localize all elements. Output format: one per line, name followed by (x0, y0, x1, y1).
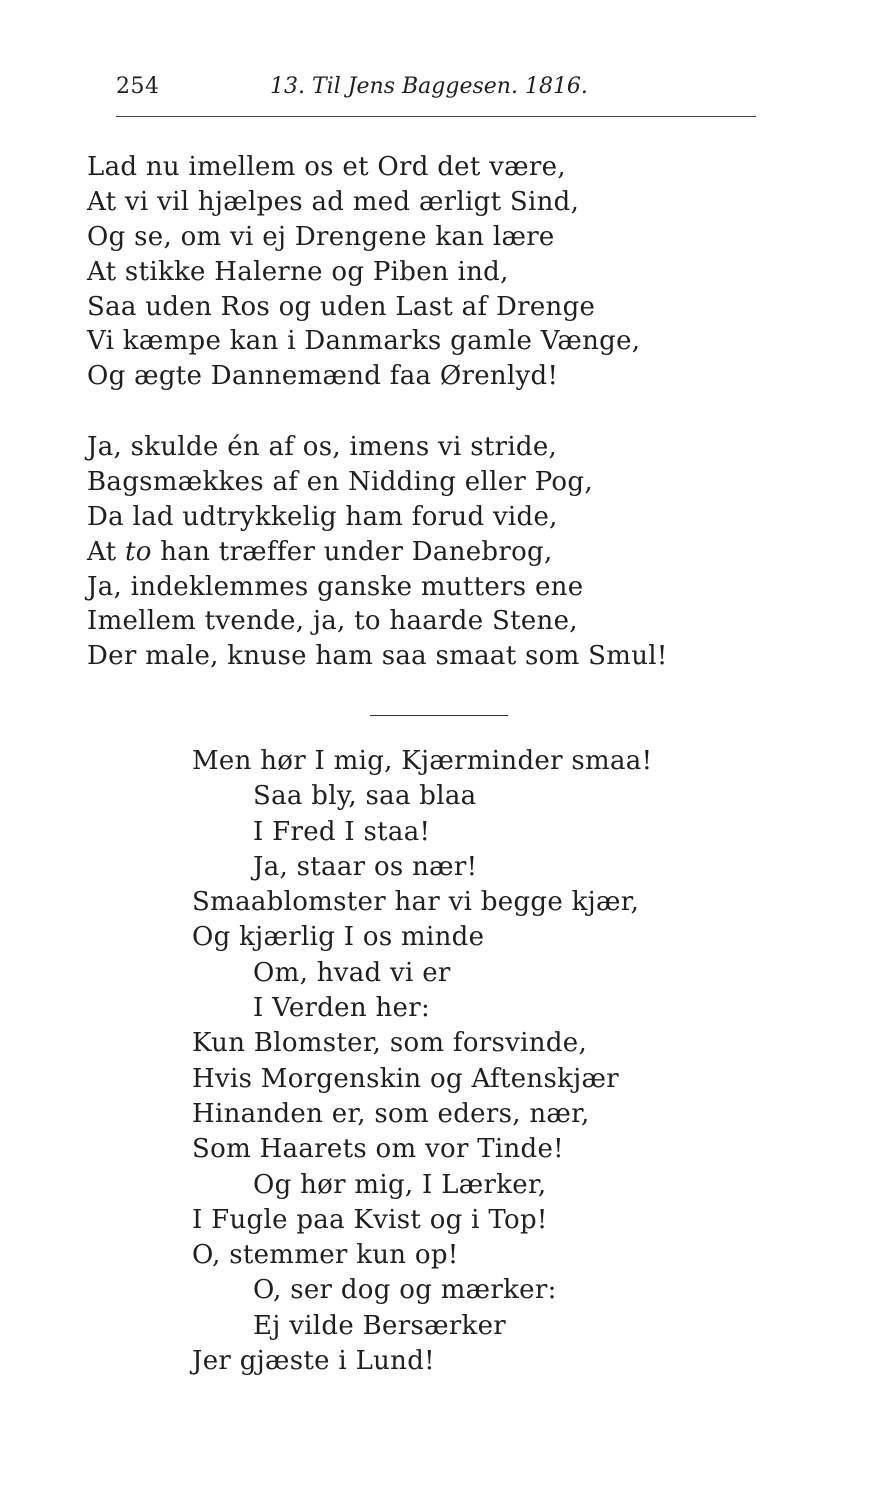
header-rule (116, 116, 756, 117)
song-line: Ej vilde Bersærker (253, 1310, 507, 1341)
italic-word: to (124, 536, 152, 567)
verse-line: Og se, om vi ej Drengene kan lære (87, 221, 555, 252)
verse-line (87, 535, 668, 570)
song-line: Kun Blomster, som forsvinde, (192, 1028, 588, 1059)
song-line: Hinanden er, som eders, nær, (192, 1098, 590, 1129)
verse-line: Bagsmækkes af en Nidding eller Pog, (87, 466, 593, 497)
running-head (116, 70, 756, 104)
song-line: O, stemmer kun op! (192, 1240, 459, 1271)
song-line: Som Haarets om vor Tinde! (192, 1134, 564, 1165)
song-line: O, ser dog og mærker: (253, 1275, 557, 1306)
verse-line: At stikke Halerne og Piben ind, (87, 256, 509, 287)
verse-line-start: At (87, 536, 117, 567)
song-line: Ja, staar os nær! (253, 851, 478, 882)
song-line: Og hør mig, I Lærker, (253, 1169, 547, 1200)
stanza-2 (87, 430, 668, 674)
song-line: Hvis Morgenskin og Aftenskjær (192, 1063, 619, 1094)
verse-line: Imellem tvende, ja, to haarde Stene, (87, 606, 578, 637)
verse-line-end: han træffer under Danebrog, (160, 536, 553, 567)
stanza-1 (87, 150, 640, 394)
verse-line: Saa uden Ros og uden Last af Drenge (87, 291, 596, 322)
verse-line: Ja, skulde én af os, imens vi stride, (87, 432, 558, 462)
verse-line: Der male, knuse ham saa smaat som Smul! (87, 641, 668, 672)
song-line: Jer gjæste i Lund! (192, 1346, 435, 1377)
song-line: Smaablomster har vi begge kjær, (192, 887, 640, 918)
song-line: Om, hvad vi er (253, 957, 451, 988)
page-number: 254 (116, 74, 160, 99)
verse-line: Vi kæmpe kan i Danmarks gamle Vænge, (87, 326, 641, 357)
song-line: Saa bly, saa blaa (253, 781, 477, 812)
verse-line: At vi vil hjælpes ad med ærligt Sind, (87, 186, 580, 217)
song-line: I Verden her: (253, 993, 431, 1024)
song-line: Men hør I mig, Kjærminder smaa! (192, 746, 653, 776)
song-line: I Fugle paa Kvist og i Top! (192, 1204, 548, 1235)
song-line: I Fred I staa! (253, 816, 431, 847)
running-title: 13. Til Jens Baggesen. 1816. (270, 74, 588, 99)
song-stanza (192, 744, 652, 1379)
section-divider (370, 715, 508, 716)
song-line: Og kjærlig I os minde (192, 922, 485, 953)
verse-line: Og ægte Dannemænd faa Ørenlyd! (87, 361, 559, 392)
verse-line: Da lad udtrykkelig ham forud vide, (87, 501, 558, 532)
verse-line: Ja, indeklemmes ganske mutters ene (87, 571, 584, 602)
verse-line: Lad nu imellem os et Ord det være, (87, 152, 566, 182)
